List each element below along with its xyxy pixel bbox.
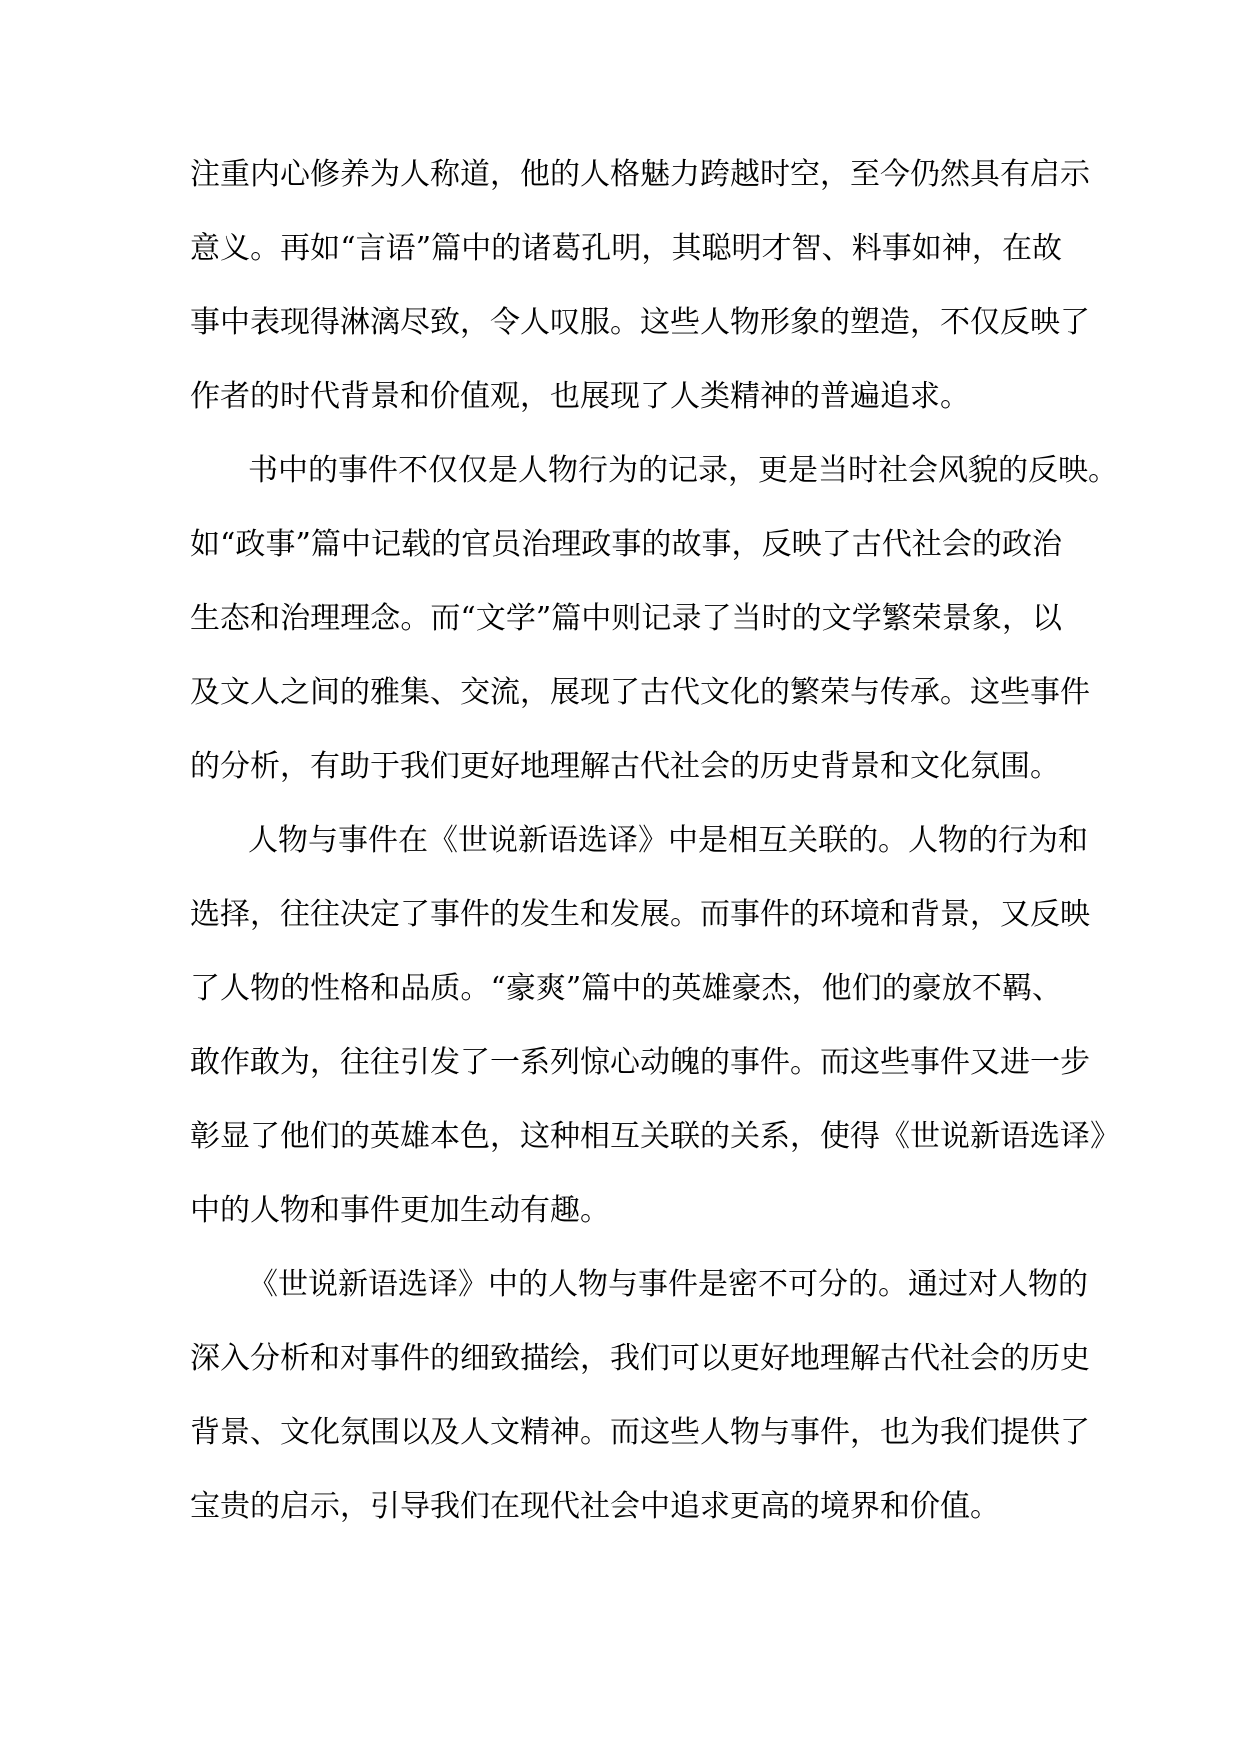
text-line: 宝贵的启示，引导我们在现代社会中追求更高的境界和价值。 <box>190 1489 1000 1524</box>
text-line: 事中表现得淋漓尽致，令人叹服。这些人物形象的塑造，不仅反映了 <box>190 305 1090 340</box>
text-line: 了人物的性格和品质。“豪爽”篇中的英雄豪杰，他们的豪放不羁、 <box>190 971 1062 1006</box>
text-line: 生态和治理理念。而“文学”篇中则记录了当时的文学繁荣景象，以 <box>190 601 1062 636</box>
text-line: 深入分析和对事件的细致描绘，我们可以更好地理解古代社会的历史 <box>190 1341 1090 1376</box>
paragraph-first-line: 《世说新语选译》中的人物与事件是密不可分的。通过对人物的 <box>248 1267 1088 1302</box>
text-line: 彰显了他们的英雄本色，这种相互关联的关系，使得《世说新语选译》 <box>190 1119 1120 1154</box>
text-line: 作者的时代背景和价值观，也展现了人类精神的普遍追求。 <box>190 379 970 414</box>
text-line: 的分析，有助于我们更好地理解古代社会的历史背景和文化氛围。 <box>190 749 1060 784</box>
body-text <box>190 138 1120 1544</box>
text-line: 注重内心修养为人称道，他的人格魅力跨越时空，至今仍然具有启示 <box>190 157 1090 192</box>
text-line: 及文人之间的雅集、交流，展现了古代文化的繁荣与传承。这些事件 <box>190 675 1090 710</box>
text-line: 背景、文化氛围以及人文精神。而这些人物与事件，也为我们提供了 <box>190 1415 1090 1450</box>
text-line: 敢作敢为，往往引发了一系列惊心动魄的事件。而这些事件又进一步 <box>190 1045 1090 1080</box>
text-line: 选择，往往决定了事件的发生和发展。而事件的环境和背景，又反映 <box>190 897 1090 932</box>
text-line: 中的人物和事件更加生动有趣。 <box>190 1193 610 1228</box>
text-line: 如“政事”篇中记载的官员治理政事的故事，反映了古代社会的政治 <box>190 527 1062 562</box>
paragraph-first-line: 人物与事件在《世说新语选译》中是相互关联的。人物的行为和 <box>248 823 1088 858</box>
paragraph-first-line: 书中的事件不仅仅是人物行为的记录，更是当时社会风貌的反映。 <box>248 453 1118 488</box>
text-line: 意义。再如“言语”篇中的诸葛孔明，其聪明才智、料事如神，在故 <box>190 231 1062 266</box>
